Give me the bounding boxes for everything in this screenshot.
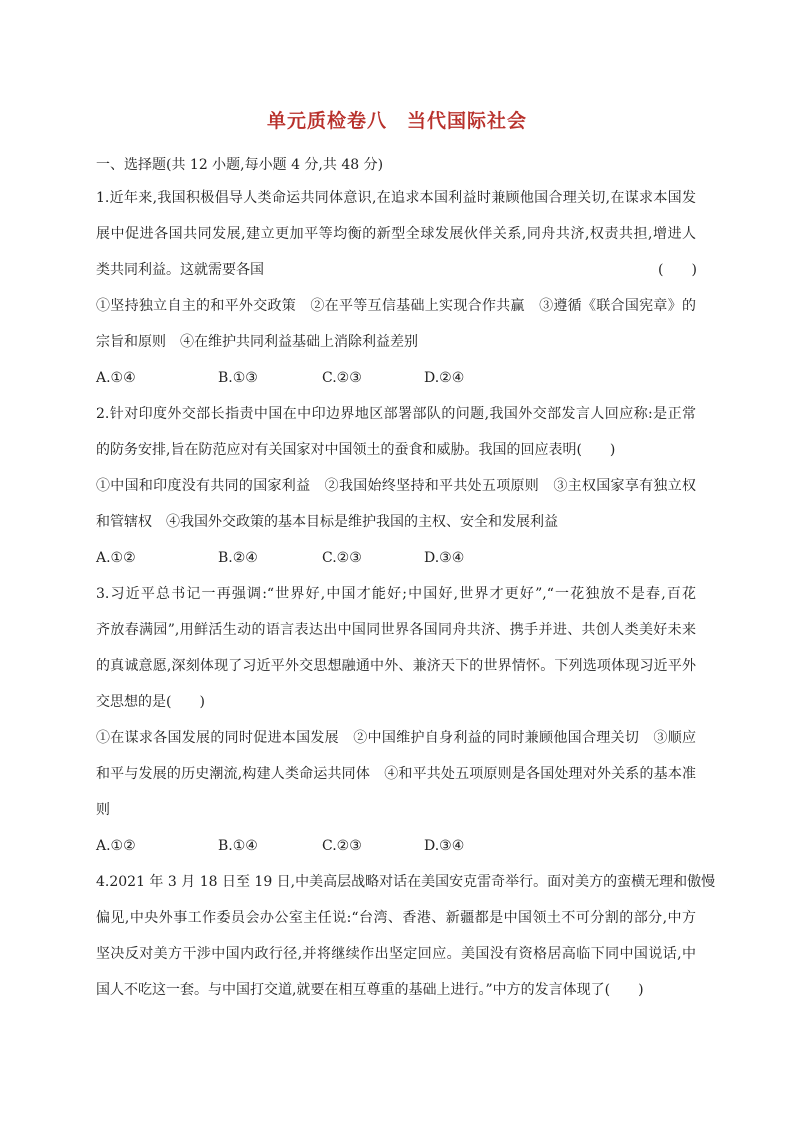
q1-answer-blank: ( ) (658, 262, 697, 278)
q2-statement-line: 和管辖权 ④我国外交政策的基本目标是维护我国的主权、安全和发展利益 (96, 514, 558, 530)
q1-stem-line: 1.近年来,我国积极倡导人类命运共同体意识,在追求本国利益时兼顾他国合理关切,在谋求本国发 (96, 190, 696, 206)
q2-stem-line: 的防务安排,旨在防范应对有关国家对中国领土的蚕食和威胁。我国的回应表明( ) (96, 442, 616, 458)
q1-statement-line: 宗旨和原则 ④在维护共同利益基础上消除利益差别 (96, 334, 418, 350)
q1-option-b: B.①③ (218, 370, 258, 386)
q3-option-b: B.①④ (218, 838, 258, 854)
q2-option-d: D.③④ (424, 550, 465, 566)
q4-stem-line: 国人不吃这一套。与中国打交道,就要在相互尊重的基础上进行。”中方的发言体现了( ) (96, 982, 644, 998)
q2-stem-line: 2.针对印度外交部长指责中国在中印边界地区部署部队的问题,我国外交部发言人回应称:是正常 (96, 406, 696, 422)
q1-option-a: A.①④ (96, 370, 136, 386)
q1-statement-line: ①坚持独立自主的和平外交政策 ②在平等互信基础上实现合作共赢 ③遵循《联合国宪章》的 (96, 298, 696, 314)
q4-stem-line: 4.2021 年 3 月 18 日至 19 日,中美高层战略对话在美国安克雷奇举行。面对美方的蛮横无理和傲慢 (96, 874, 716, 890)
q2-option-a: A.①② (96, 550, 136, 566)
q2-option-c: C.②③ (322, 550, 362, 566)
q3-stem-line: 的真诚意愿,深刻体现了习近平外交思想融通中外、兼济天下的世界情怀。下列选项体现习近平外 (96, 658, 696, 674)
q1-stem-line: 类共同利益。这就需要各国 (96, 262, 264, 278)
q3-stem-line: 3.习近平总书记一再强调:“世界好,中国才能好;中国好,世界才更好”,“一花独放不是春,百花 (96, 586, 696, 602)
q3-stem-line: 交思想的是( ) (96, 694, 205, 710)
q2-option-b: B.②④ (218, 550, 258, 566)
q1-option-d: D.②④ (424, 370, 465, 386)
q3-statement-line: ①在谋求各国发展的同时促进本国发展 ②中国维护自身利益的同时兼顾他国合理关切 ③顺应 (96, 730, 696, 746)
q3-stem-line: 齐放春满园”,用鲜活生动的语言表达出中国同世界各国同舟共济、携手并进、共创人类美好未来 (96, 622, 696, 638)
q3-option-a: A.①② (96, 838, 136, 854)
q3-option-d: D.③④ (424, 838, 465, 854)
q3-statement-line: 和平与发展的历史潮流,构建人类命运共同体 ④和平共处五项原则是各国处理对外关系的基本准 (96, 766, 696, 782)
q3-option-c: C.②③ (322, 838, 362, 854)
q4-stem-line: 偏见,中央外事工作委员会办公室主任说:“台湾、香港、新疆都是中国领土不可分割的部分,中方 (96, 910, 696, 926)
q4-stem-line: 坚决反对美方干涉中国内政行径,并将继续作出坚定回应。美国没有资格居高临下同中国说话,中 (96, 946, 696, 962)
page-title: 单元质检卷八 当代国际社会 (266, 110, 527, 132)
q3-statement-line: 则 (96, 802, 110, 818)
q1-stem-line: 展中促进各国共同发展,建立更加平等均衡的新型全球发展伙伴关系,同舟共济,权责共担,增进人 (96, 226, 696, 242)
q2-statement-line: ①中国和印度没有共同的国家利益 ②我国始终坚持和平共处五项原则 ③主权国家享有独立权 (96, 478, 696, 494)
q1-option-c: C.②③ (322, 370, 362, 386)
section-heading: 一、选择题(共 12 小题,每小题 4 分,共 48 分) (96, 157, 384, 173)
